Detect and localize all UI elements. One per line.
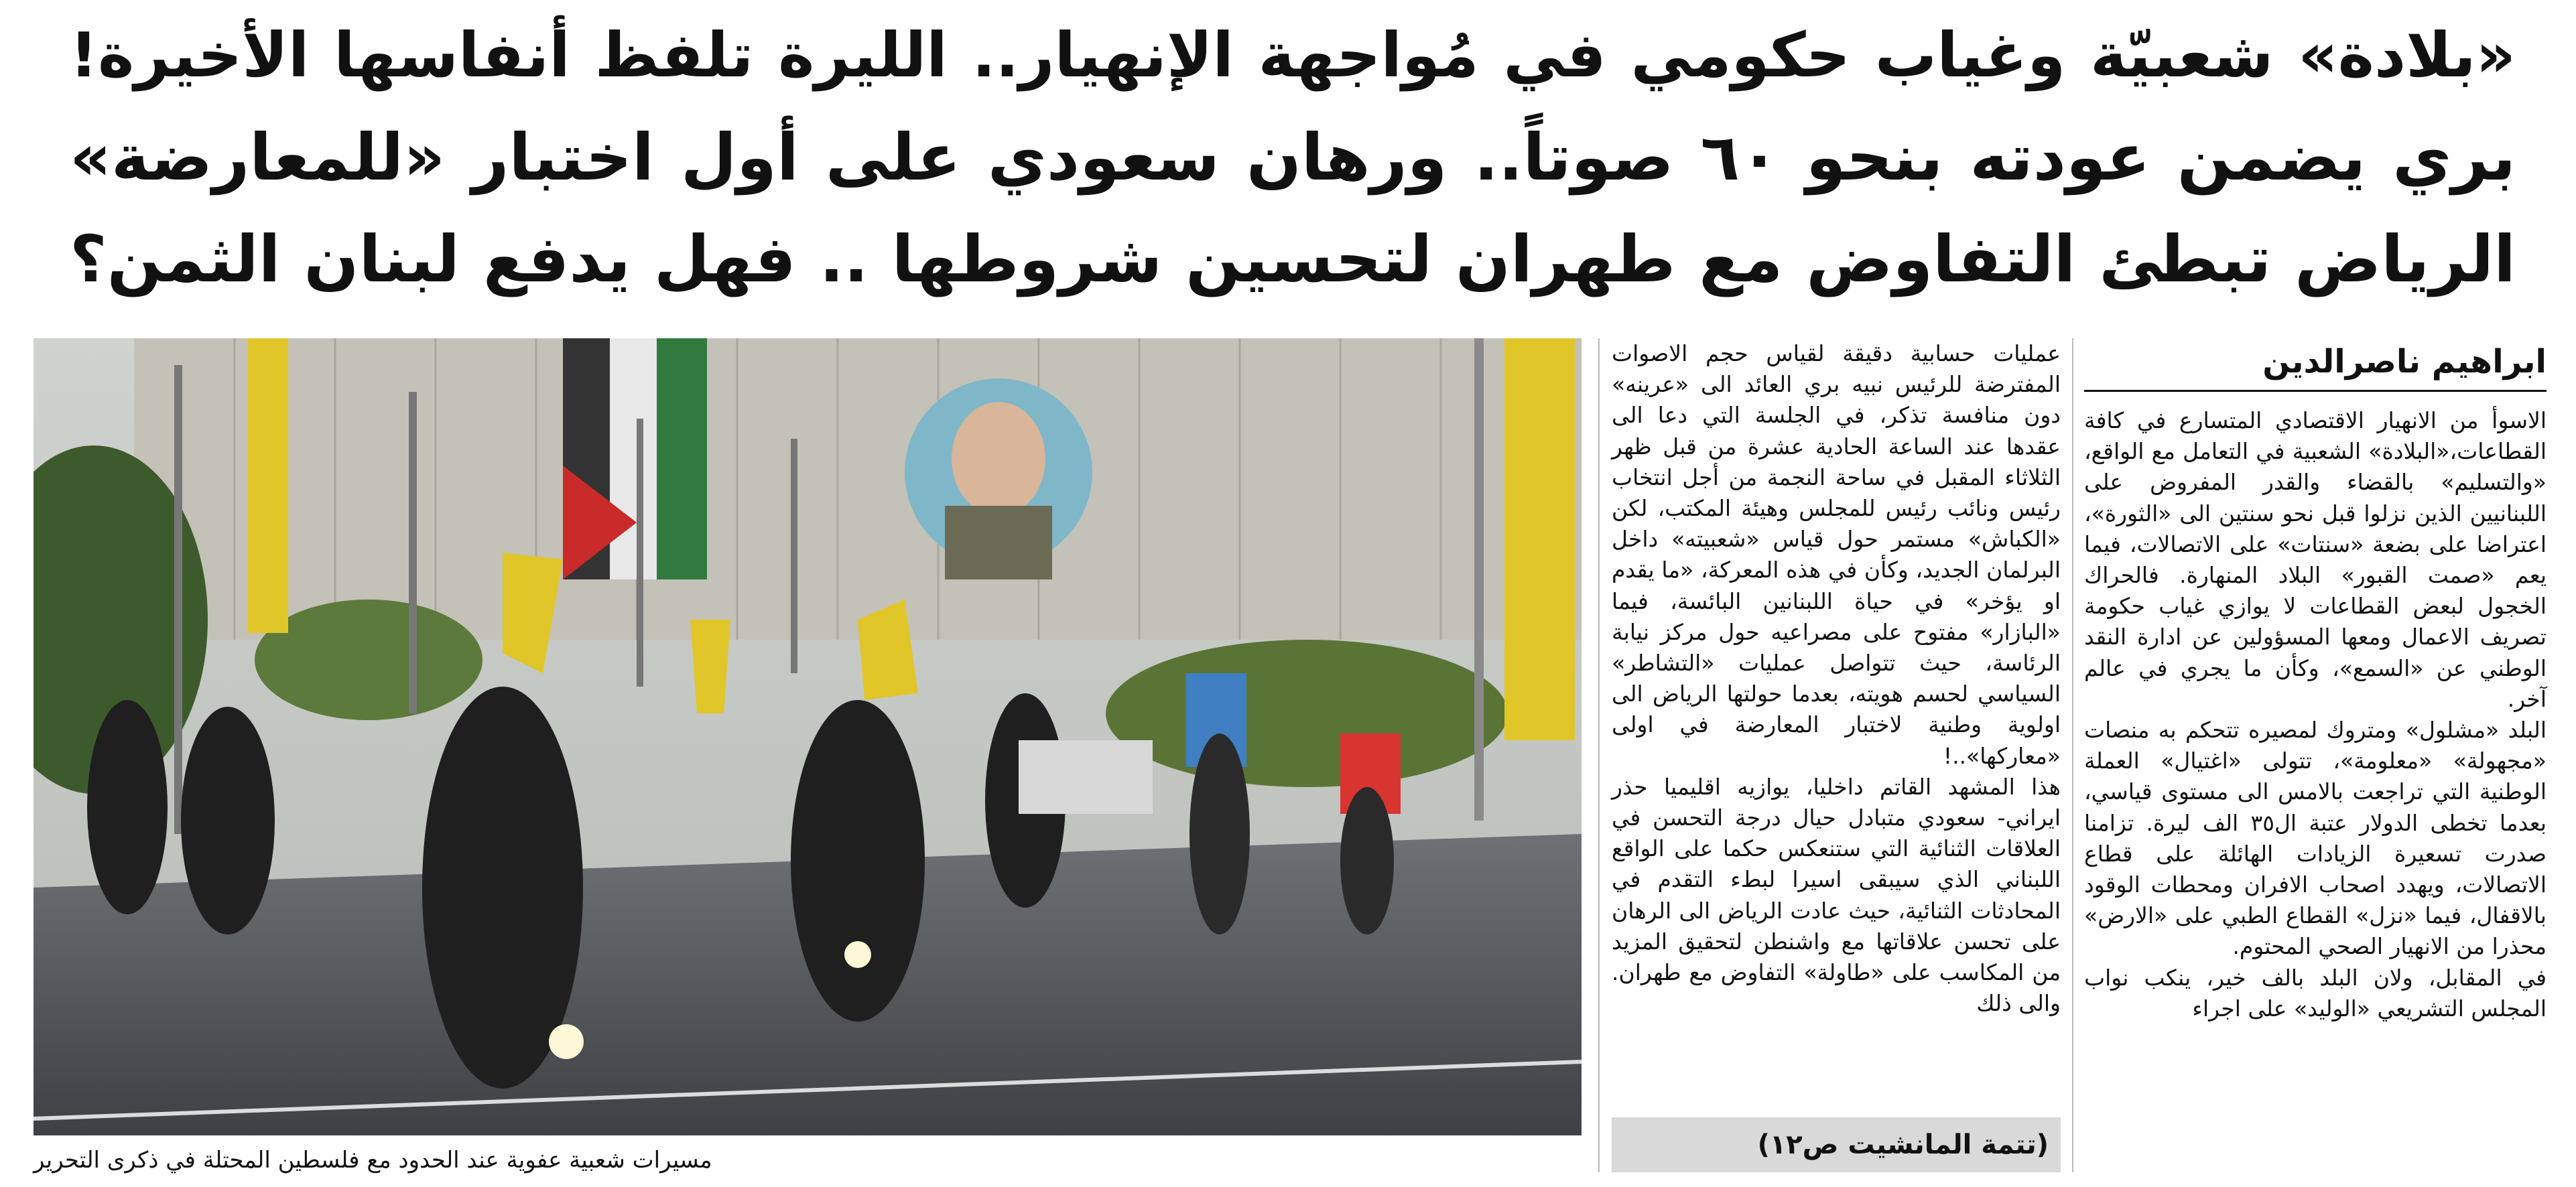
headline-line-3: الرياض تبطئ التفاوض مع طهران لتحسين شروطها .. فهل يدفع لبنان الثمن؟: [70, 222, 2516, 297]
paragraph: هذا المشهد القاتم داخليا، يوازيه اقليميا حذر ايراني- سعودي متبادل حيال درجة التحسن في العلاقات الثنائية التي ستنعكس حكما على الواقع اللبناني الذي سيبقى اسيرا لبطء التقدم في المحادثات الثنائية، حيث عادت الرياض الى الرهان على تحسن علاقاتها مع واشنطن لتحقيق المزيد من المكاسب على «طاولة» التفاوض مع طهران. والى ذلك: [1612, 773, 2061, 1017]
paragraph: في المقابل، ولان البلد بالف خير، ينكب نواب المجلس التشريعي «الوليد» على اجراء: [2084, 964, 2547, 1022]
photo-caption: مسيرات شعبية عفوية عند الحدود مع فلسطين المحتلة في ذكرى التحرير: [34, 1147, 712, 1174]
continued-on-page-note: (تتمة المانشيت ص١٢): [1612, 1117, 2061, 1172]
photo-illustration: [34, 338, 1582, 1135]
article-column-middle: [1612, 338, 2061, 1019]
paragraph: الاسوأ من الانهيار الاقتصادي المتسارع في كافة القطاعات،«البلادة» الشعبية في التعامل مع الواقع، «والتسليم» بالقضاء والقدر المفروض على اللبنانيين الذين نزلوا قبل نحو سنتين الى «الثورة»، اعتراضا على بضعة «سنتات» على الاتصالات، فيما يعم «صمت القبور» البلاد المنهارة. فالحراك الخجول لبعض القطاعات لا يوازي غياب حكومة تصريف الاعمال ومعها المسؤولين عن ادارة النقد الوطني عن «السمع»، وكأن ما يجري في عالم آخر.: [2084, 407, 2547, 712]
paragraph: عمليات حسابية دقيقة لقياس حجم الاصوات المفترضة للرئيس نبيه بري العائد الى «عرينه» دون منافسة تذكر، في الجلسة التي دعا الى عقدها عند الساعة الحادية عشرة من قبل ظهر الثلاثاء المقبل في ساحة النجمة من أجل انتخاب رئيس ونائب رئيس للمجلس وهيئة المكتب، لكن «الكباش» مستمر حول قياس «شعبيته» داخل البرلمان الجديد، وكأن في هذه المعركة، «ما يقدم او يؤخر» في حياة اللبنانين البائسة، فيما «البازار» مفتوح على مصراعيه حول مركز نيابة الرئاسة، حيث تتواصل عمليات «التشاطر» السياسي لحسم هويته، بعدما حولتها الرياض الى اولوية وطنية لاختبار المعارضة في اولى «معاركها»..!: [1612, 340, 2061, 769]
news-photo: [34, 338, 1582, 1135]
headline-line-2: بري يضمن عودته بنحو ٦٠ صوتاً.. ورهان سعودي على أول اختبار «للمعارضة»: [70, 120, 2516, 195]
column-divider: [2072, 338, 2073, 1172]
author-byline: ابراهيم ناصرالدين: [2084, 338, 2547, 392]
headline-line-1: «بلادة» شعبيّة وغياب حكومي في مُواجهة الإنهيار.. الليرة تلفظ أنفاسها الأخيرة!: [70, 19, 2516, 91]
column-divider: [1598, 338, 1600, 1172]
paragraph: البلد «مشلول» ومتروك لمصيره تتحكم به منصات «مجهولة» «معلومة»، تتولى «اغتيال» العملة الوطنية التي تراجعت بالامس الى مستوى قياسي، بعدما تخطى الدولار عتبة ال٣٥ الف ليرة. تزامنا صدرت تسعيرة الزيادات الهائلة على قطاع الاتصالات، ويهدد اصحاب الافران ومحطات الوقود بالاقفال، فيما «نزل» القطاع الطبي على «الارض» محذرا من الانهيار الصحي المحتوم.: [2084, 717, 2547, 960]
article-column-right: [2084, 405, 2547, 1024]
